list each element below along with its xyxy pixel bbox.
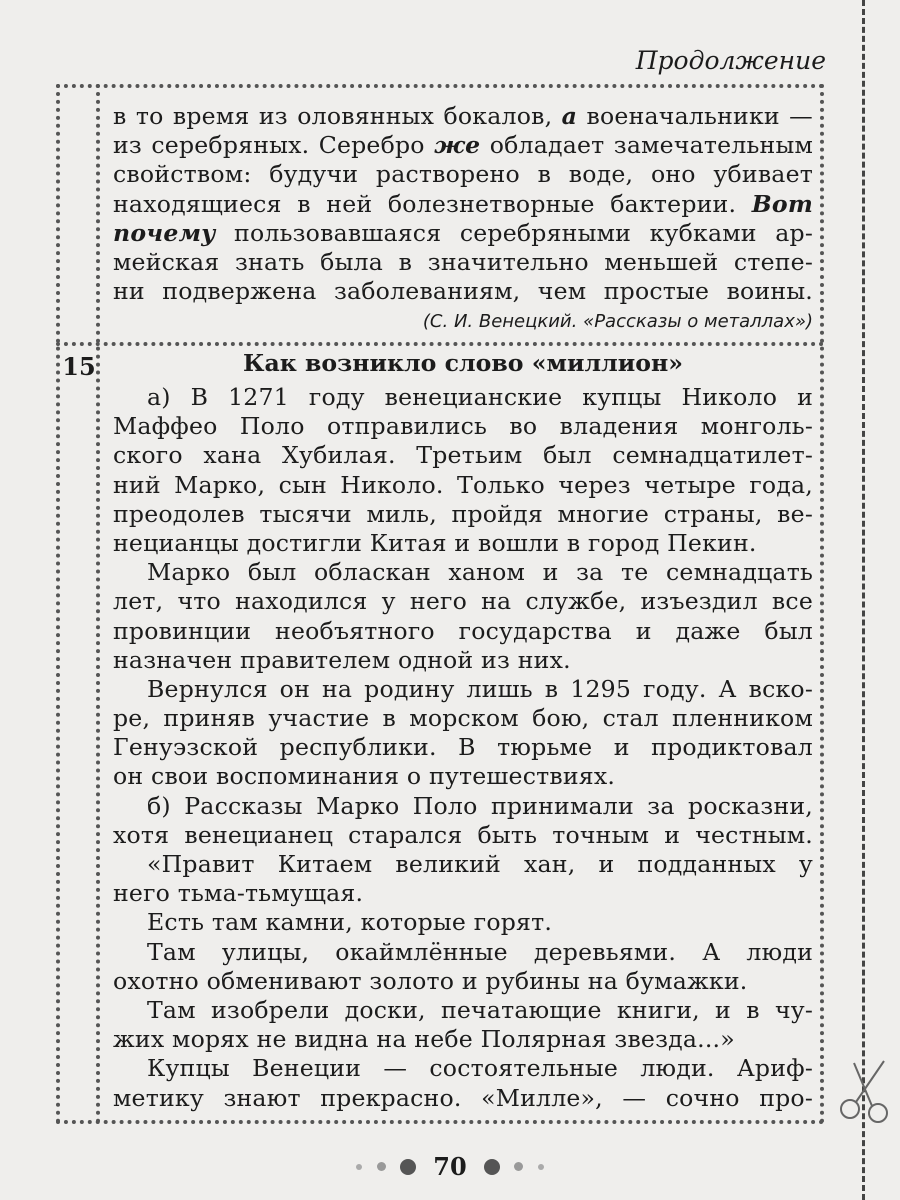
text-line: Там изобрели доски, печатающие книги, и в чу- xyxy=(147,995,813,1024)
footer-dot xyxy=(484,1159,500,1175)
page-footer xyxy=(0,1150,900,1181)
cut-line xyxy=(862,0,865,1200)
text-line: он свои воспоминания о путешествиях. xyxy=(113,762,616,791)
footer-dot xyxy=(377,1162,386,1171)
text-line xyxy=(113,219,813,248)
emphasis-text: же xyxy=(434,131,481,160)
frame-row-divider xyxy=(56,342,824,346)
emphasis-text: почему xyxy=(113,218,216,247)
text-run: военачальники — xyxy=(577,102,813,130)
attribution: (С. И. Венецкий. «Рассказы о металлах») xyxy=(422,311,813,332)
text-line xyxy=(113,102,813,131)
text-run: пользовавшаяся серебряными кубками ар- xyxy=(215,218,813,247)
text-line xyxy=(113,277,813,306)
text-line: Генуэзской республики. В тюрьме и продиктовал xyxy=(113,733,813,762)
frame-number-column-divider xyxy=(96,84,100,1124)
text-line xyxy=(113,160,813,189)
text-line: Там улицы, окаймлённые деревьями. А люди xyxy=(147,937,813,966)
page-number: 70 xyxy=(433,1152,467,1181)
text-run: находящиеся в ней болезнетворные бактерии. xyxy=(113,189,752,218)
text-line: Марко был обласкан ханом и за те семнадцать xyxy=(147,558,813,587)
continuation-text xyxy=(113,102,813,306)
text-run: обладает замечательным xyxy=(480,131,813,160)
footer-dot xyxy=(400,1159,416,1175)
task-body xyxy=(113,383,813,1113)
text-line: него тьма-тьмущая. xyxy=(113,879,364,908)
text-line: хотя венецианец старался быть точным и честным. xyxy=(113,820,813,849)
task-number: 15 xyxy=(62,352,96,381)
text-line: б) Рассказы Марко Поло принимали за росказни, xyxy=(147,791,813,820)
emphasis-text: Вот xyxy=(751,189,813,218)
text-line: метику знают прекрасно. «Милле», — сочно про- xyxy=(113,1083,813,1112)
text-run: в то время из оловянных бокалов, xyxy=(113,102,562,130)
text-run: ни подвержена заболеваниям, чем простые воины. xyxy=(113,277,813,306)
text-line: «Правит Китаем великий хан, и подданных у xyxy=(147,850,813,878)
text-line xyxy=(113,190,813,219)
text-line: Есть там камни, которые горят. xyxy=(147,908,553,937)
text-line xyxy=(113,131,813,160)
footer-dot xyxy=(514,1162,523,1171)
text-run: свойством: будучи растворено в воде, оно убивает xyxy=(113,160,813,189)
footer-dot xyxy=(538,1164,544,1170)
footer-dot xyxy=(356,1164,362,1170)
text-line: а) В 1271 году венецианские купцы Николо и xyxy=(147,383,813,411)
text-line: ний Марко, сын Николо. Только через четыре года, xyxy=(113,470,813,499)
text-line: охотно обменивают золото и рубины на бумажки. xyxy=(113,966,748,995)
scissors-icon xyxy=(836,1055,896,1125)
text-line: провинции необъятного государства и даже был xyxy=(113,616,813,645)
text-line: ского хана Хубилая. Третьим был семнадцатилет- xyxy=(113,441,813,470)
text-line: жих морях не видна на небе Полярная звезда...» xyxy=(113,1025,735,1054)
text-line: Маффео Поло отправились во владения монголь- xyxy=(113,412,813,441)
text-line: Купцы Венеции — состоятельные люди. Ариф- xyxy=(147,1054,813,1083)
emphasis-text: а xyxy=(561,102,578,130)
text-line: преодолев тысячи миль, пройдя многие страны, ве- xyxy=(113,499,813,528)
text-run: из серебряных. Серебро xyxy=(113,131,435,160)
text-line: ре, приняв участие в морском бою, стал пленником xyxy=(113,704,813,733)
text-line: назначен правителем одной из них. xyxy=(113,645,571,674)
text-line xyxy=(113,248,813,277)
running-head: Продолжение xyxy=(635,46,826,75)
task-title: Как возникло слово «миллион» xyxy=(243,349,683,377)
text-run: мейская знать была в значительно меньшей степе- xyxy=(113,247,813,276)
text-line: лет, что находился у него на службе, изъездил все xyxy=(113,587,813,616)
text-line: Вернулся он на родину лишь в 1295 году. А вско- xyxy=(147,674,813,703)
text-line: нецианцы достигли Китая и вошли в город Пекин. xyxy=(113,528,757,557)
